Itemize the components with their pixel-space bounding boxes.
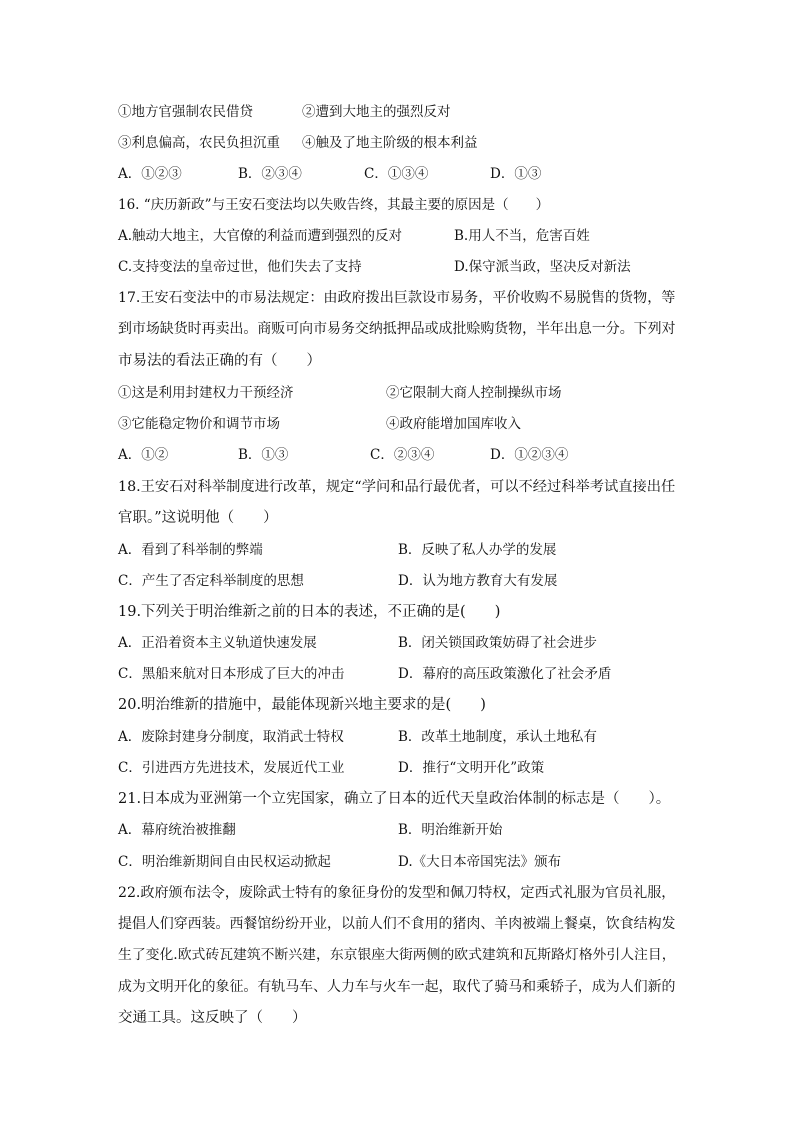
q16-option-d: D.保守派当政，坚决反对新法 (454, 259, 631, 275)
q20-stem: 20.明治维新的措施中，最能体现新兴地主要求的是( ) (118, 697, 486, 713)
q22-stem-line-4: 成为文明开化的象征。有轨马车、人力车与火车一起，取代了骑马和乘轿子，成为人们新的 (118, 979, 676, 995)
q19-option-a: A．正沿着资本主义轨道快速发展 (118, 635, 317, 651)
q18-option-c: C．产生了否定科举制度的思想 (118, 573, 304, 589)
q21-option-a: A．幕府统治被推翻 (118, 822, 236, 838)
q22-stem-line-5: 交通工具。这反映了（ ） (118, 1010, 307, 1026)
q16-stem: 16. “庆历新政”与王安石变法均以失败告终，其最主要的原因是（ ） (118, 197, 550, 213)
q20-option-a: A．废除封建身分制度，取消武士特权 (118, 729, 344, 745)
q17-item-1: ①这是利用封建权力干预经济 (118, 385, 294, 401)
q15-option-c: C．①③④ (364, 166, 429, 182)
q17-item-3: ③它能稳定物价和调节市场 (118, 416, 280, 432)
q15-item-1: ①地方官强制农民借贷 (118, 104, 253, 120)
q19-option-d: D．幕府的高压政策激化了社会矛盾 (398, 666, 612, 682)
q17-item-4: ④政府能增加国库收入 (386, 416, 521, 432)
q16-option-b: B.用人不当，危害百姓 (454, 228, 590, 244)
q21-option-b: B．明治维新开始 (398, 822, 503, 838)
q22-stem-line-2: 提倡人们穿西装。西餐馆纷纷开业，以前人们不食用的猪肉、羊肉被端上餐桌，饮食结构发 (118, 916, 676, 932)
q22-stem-line-1: 22.政府颁布法令，废除武士特有的象征身份的发型和佩刀特权，定西式礼服为官员礼服， (118, 885, 676, 901)
q21-stem: 21.日本成为亚洲第一个立宪国家，确立了日本的近代天皇政治体制的标志是（ ）。 (118, 791, 671, 807)
q15-item-3: ③利息偏高，农民负担沉重 (118, 135, 280, 151)
q16-option-a: A.触动大地主，大官僚的利益而遭到强烈的反对 (118, 228, 403, 244)
q15-item-2: ②遭到大地主的强烈反对 (302, 104, 451, 120)
q15-option-b: B．②③④ (238, 166, 302, 182)
q17-stem-line-1: 17.王安石变法中的市易法规定：由政府拨出巨款设市易务，平价收购不易脱售的货物，等 (118, 290, 676, 306)
q18-option-a: A．看到了科举制的弊端 (118, 542, 263, 558)
q18-option-b: B．反映了私人办学的发展 (398, 542, 557, 558)
q15-option-a: A．①②③ (118, 166, 182, 182)
q22-stem-line-3: 生了变化.欧式砖瓦建筑不断兴建，东京银座大街两侧的欧式建筑和瓦斯路灯格外引人注目， (118, 947, 676, 963)
q21-option-c: C．明治维新期间自由民权运动掀起 (118, 854, 331, 870)
q17-item-2: ②它限制大商人控制操纵市场 (386, 385, 562, 401)
q17-stem-line-2: 到市场缺货时再卖出。商贩可向市易务交纳抵押品或成批赊购货物，半年出息一分。下列对 (118, 321, 676, 337)
q15-item-4: ④触及了地主阶级的根本利益 (302, 135, 478, 151)
q15-option-d: D．①③ (490, 166, 542, 182)
q21-option-d: D.《大日本帝国宪法》颁布 (398, 854, 562, 870)
q20-option-d: D．推行“文明开化”政策 (398, 760, 545, 776)
q18-stem-line-2: 官职。”这说明他（ ） (118, 510, 278, 526)
q19-stem: 19.下列关于明治维新之前的日本的表述，不正确的是( ) (118, 604, 501, 620)
q18-option-d: D．认为地方教育大有发展 (398, 573, 558, 589)
q16-option-c: C.支持变法的皇帝过世，他们失去了支持 (118, 259, 362, 275)
q17-option-d: D．①②③④ (490, 447, 569, 463)
q17-option-c: C．②③④ (370, 447, 435, 463)
q18-stem-line-1: 18.王安石对科举制度进行改革，规定“学问和品行最优者，可以不经过科举考试直接出任 (118, 479, 676, 495)
q19-option-c: C．黑船来航对日本形成了巨大的冲击 (118, 666, 345, 682)
q20-option-b: B．改革土地制度，承认土地私有 (398, 729, 597, 745)
q17-stem-line-3: 市易法的看法正确的有（ ） (118, 353, 321, 369)
q20-option-c: C．引进西方先进技术，发展近代工业 (118, 760, 345, 776)
q19-option-b: B．闭关锁国政策妨碍了社会进步 (398, 635, 597, 651)
q17-option-b: B．①③ (238, 447, 289, 463)
q17-option-a: A．①② (118, 447, 169, 463)
